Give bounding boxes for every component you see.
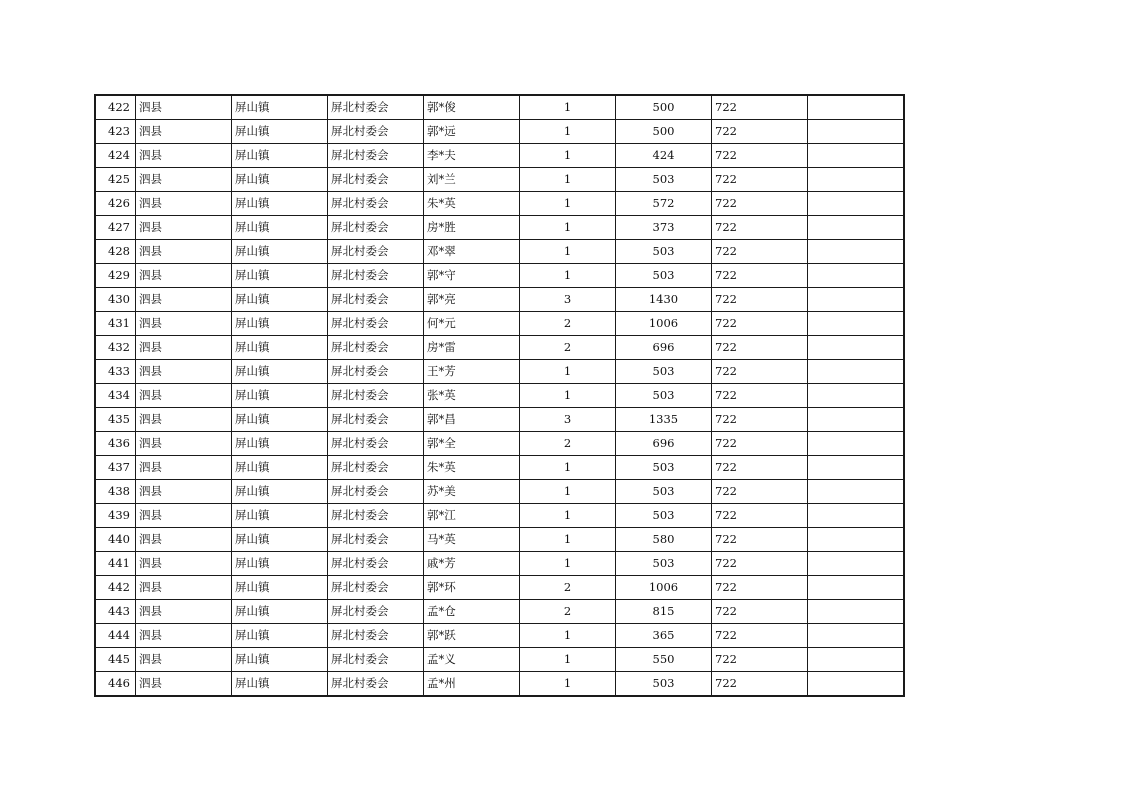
table-row [95, 432, 904, 456]
town-cell: 屏山镇 [232, 384, 328, 408]
table-row [95, 312, 904, 336]
name-cell: 郭*全 [424, 432, 520, 456]
table-row [95, 264, 904, 288]
row-number-cell: 439 [95, 504, 136, 528]
town-cell: 屏山镇 [232, 144, 328, 168]
table-row [95, 192, 904, 216]
county-cell: 泗县 [136, 384, 232, 408]
county-cell: 泗县 [136, 552, 232, 576]
village-cell: 屏北村委会 [328, 216, 424, 240]
code-cell: 722 [712, 576, 808, 600]
amount-cell: 500 [616, 95, 712, 120]
town-cell: 屏山镇 [232, 95, 328, 120]
county-cell: 泗县 [136, 95, 232, 120]
county-cell: 泗县 [136, 648, 232, 672]
amount-cell: 696 [616, 432, 712, 456]
amount-cell: 503 [616, 240, 712, 264]
row-number-cell: 438 [95, 480, 136, 504]
amount-cell: 503 [616, 504, 712, 528]
household-count-cell: 1 [520, 240, 616, 264]
household-count-cell: 1 [520, 456, 616, 480]
county-cell: 泗县 [136, 288, 232, 312]
household-count-cell: 1 [520, 360, 616, 384]
row-number-cell: 437 [95, 456, 136, 480]
town-cell: 屏山镇 [232, 264, 328, 288]
row-number-cell: 433 [95, 360, 136, 384]
row-number-cell: 430 [95, 288, 136, 312]
household-count-cell: 1 [520, 528, 616, 552]
village-cell: 屏北村委会 [328, 264, 424, 288]
town-cell: 屏山镇 [232, 432, 328, 456]
remark-cell [808, 336, 905, 360]
name-cell: 邓*翠 [424, 240, 520, 264]
name-cell: 郭*环 [424, 576, 520, 600]
remark-cell [808, 288, 905, 312]
village-cell: 屏北村委会 [328, 576, 424, 600]
town-cell: 屏山镇 [232, 648, 328, 672]
code-cell: 722 [712, 192, 808, 216]
code-cell: 722 [712, 168, 808, 192]
remark-cell [808, 192, 905, 216]
county-cell: 泗县 [136, 144, 232, 168]
village-cell: 屏北村委会 [328, 624, 424, 648]
village-cell: 屏北村委会 [328, 144, 424, 168]
village-cell: 屏北村委会 [328, 480, 424, 504]
county-cell: 泗县 [136, 192, 232, 216]
remark-cell [808, 432, 905, 456]
name-cell: 孟*义 [424, 648, 520, 672]
table-row [95, 456, 904, 480]
table-row [95, 672, 904, 697]
village-cell: 屏北村委会 [328, 672, 424, 697]
code-cell: 722 [712, 95, 808, 120]
code-cell: 722 [712, 240, 808, 264]
household-count-cell: 2 [520, 576, 616, 600]
amount-cell: 365 [616, 624, 712, 648]
amount-cell: 1006 [616, 576, 712, 600]
remark-cell [808, 95, 905, 120]
village-cell: 屏北村委会 [328, 168, 424, 192]
row-number-cell: 443 [95, 600, 136, 624]
row-number-cell: 445 [95, 648, 136, 672]
household-count-cell: 2 [520, 336, 616, 360]
household-count-cell: 3 [520, 408, 616, 432]
town-cell: 屏山镇 [232, 120, 328, 144]
table-row [95, 360, 904, 384]
code-cell: 722 [712, 648, 808, 672]
table-row [95, 168, 904, 192]
village-cell: 屏北村委会 [328, 192, 424, 216]
row-number-cell: 422 [95, 95, 136, 120]
county-cell: 泗县 [136, 576, 232, 600]
table-row [95, 552, 904, 576]
name-cell: 郭*江 [424, 504, 520, 528]
remark-cell [808, 672, 905, 697]
remark-cell [808, 120, 905, 144]
village-cell: 屏北村委会 [328, 528, 424, 552]
row-number-cell: 446 [95, 672, 136, 697]
county-cell: 泗县 [136, 600, 232, 624]
code-cell: 722 [712, 600, 808, 624]
row-number-cell: 434 [95, 384, 136, 408]
town-cell: 屏山镇 [232, 336, 328, 360]
village-cell: 屏北村委会 [328, 95, 424, 120]
name-cell: 朱*英 [424, 192, 520, 216]
remark-cell [808, 312, 905, 336]
town-cell: 屏山镇 [232, 240, 328, 264]
county-cell: 泗县 [136, 264, 232, 288]
code-cell: 722 [712, 120, 808, 144]
amount-cell: 424 [616, 144, 712, 168]
village-cell: 屏北村委会 [328, 336, 424, 360]
name-cell: 王*芳 [424, 360, 520, 384]
name-cell: 郭*昌 [424, 408, 520, 432]
remark-cell [808, 216, 905, 240]
remark-cell [808, 360, 905, 384]
household-count-cell: 1 [520, 624, 616, 648]
amount-cell: 503 [616, 480, 712, 504]
name-cell: 李*夫 [424, 144, 520, 168]
table-row [95, 528, 904, 552]
town-cell: 屏山镇 [232, 576, 328, 600]
remark-cell [808, 240, 905, 264]
amount-cell: 503 [616, 264, 712, 288]
county-cell: 泗县 [136, 408, 232, 432]
household-count-cell: 2 [520, 600, 616, 624]
table-row [95, 624, 904, 648]
remark-cell [808, 624, 905, 648]
row-number-cell: 427 [95, 216, 136, 240]
name-cell: 刘*兰 [424, 168, 520, 192]
county-cell: 泗县 [136, 336, 232, 360]
table-row [95, 408, 904, 432]
row-number-cell: 432 [95, 336, 136, 360]
village-cell: 屏北村委会 [328, 384, 424, 408]
village-cell: 屏北村委会 [328, 600, 424, 624]
name-cell: 郭*远 [424, 120, 520, 144]
amount-cell: 503 [616, 456, 712, 480]
table-row [95, 120, 904, 144]
name-cell: 何*元 [424, 312, 520, 336]
table-row [95, 144, 904, 168]
village-cell: 屏北村委会 [328, 288, 424, 312]
amount-cell: 503 [616, 168, 712, 192]
name-cell: 戚*芳 [424, 552, 520, 576]
remark-cell [808, 552, 905, 576]
name-cell: 郭*守 [424, 264, 520, 288]
table-row [95, 600, 904, 624]
code-cell: 722 [712, 408, 808, 432]
row-number-cell: 444 [95, 624, 136, 648]
row-number-cell: 436 [95, 432, 136, 456]
code-cell: 722 [712, 144, 808, 168]
village-cell: 屏北村委会 [328, 552, 424, 576]
row-number-cell: 440 [95, 528, 136, 552]
county-cell: 泗县 [136, 432, 232, 456]
name-cell: 房*胜 [424, 216, 520, 240]
data-table [94, 94, 905, 697]
code-cell: 722 [712, 504, 808, 528]
town-cell: 屏山镇 [232, 408, 328, 432]
town-cell: 屏山镇 [232, 288, 328, 312]
remark-cell [808, 264, 905, 288]
village-cell: 屏北村委会 [328, 456, 424, 480]
table-row [95, 336, 904, 360]
name-cell: 苏*美 [424, 480, 520, 504]
code-cell: 722 [712, 384, 808, 408]
county-cell: 泗县 [136, 312, 232, 336]
town-cell: 屏山镇 [232, 360, 328, 384]
table-row [95, 216, 904, 240]
town-cell: 屏山镇 [232, 624, 328, 648]
village-cell: 屏北村委会 [328, 240, 424, 264]
code-cell: 722 [712, 624, 808, 648]
remark-cell [808, 168, 905, 192]
name-cell: 孟*州 [424, 672, 520, 697]
amount-cell: 503 [616, 552, 712, 576]
row-number-cell: 428 [95, 240, 136, 264]
remark-cell [808, 648, 905, 672]
county-cell: 泗县 [136, 480, 232, 504]
town-cell: 屏山镇 [232, 480, 328, 504]
code-cell: 722 [712, 456, 808, 480]
town-cell: 屏山镇 [232, 672, 328, 697]
code-cell: 722 [712, 216, 808, 240]
row-number-cell: 429 [95, 264, 136, 288]
row-number-cell: 441 [95, 552, 136, 576]
code-cell: 722 [712, 312, 808, 336]
row-number-cell: 442 [95, 576, 136, 600]
town-cell: 屏山镇 [232, 600, 328, 624]
amount-cell: 1006 [616, 312, 712, 336]
amount-cell: 1335 [616, 408, 712, 432]
row-number-cell: 423 [95, 120, 136, 144]
remark-cell [808, 408, 905, 432]
town-cell: 屏山镇 [232, 192, 328, 216]
household-count-cell: 1 [520, 480, 616, 504]
amount-cell: 696 [616, 336, 712, 360]
amount-cell: 1430 [616, 288, 712, 312]
amount-cell: 580 [616, 528, 712, 552]
remark-cell [808, 144, 905, 168]
amount-cell: 550 [616, 648, 712, 672]
town-cell: 屏山镇 [232, 216, 328, 240]
table-row [95, 648, 904, 672]
row-number-cell: 426 [95, 192, 136, 216]
household-count-cell: 2 [520, 432, 616, 456]
remark-cell [808, 600, 905, 624]
household-count-cell: 1 [520, 168, 616, 192]
amount-cell: 815 [616, 600, 712, 624]
code-cell: 722 [712, 552, 808, 576]
table-row [95, 576, 904, 600]
household-count-cell: 1 [520, 384, 616, 408]
county-cell: 泗县 [136, 504, 232, 528]
table-row [95, 480, 904, 504]
row-number-cell: 431 [95, 312, 136, 336]
remark-cell [808, 456, 905, 480]
town-cell: 屏山镇 [232, 168, 328, 192]
name-cell: 郭*俊 [424, 95, 520, 120]
county-cell: 泗县 [136, 528, 232, 552]
village-cell: 屏北村委会 [328, 432, 424, 456]
amount-cell: 500 [616, 120, 712, 144]
county-cell: 泗县 [136, 120, 232, 144]
table-body [95, 95, 904, 696]
amount-cell: 503 [616, 384, 712, 408]
name-cell: 孟*仓 [424, 600, 520, 624]
household-count-cell: 1 [520, 264, 616, 288]
amount-cell: 503 [616, 360, 712, 384]
town-cell: 屏山镇 [232, 528, 328, 552]
town-cell: 屏山镇 [232, 552, 328, 576]
code-cell: 722 [712, 264, 808, 288]
household-count-cell: 3 [520, 288, 616, 312]
code-cell: 722 [712, 528, 808, 552]
amount-cell: 503 [616, 672, 712, 697]
county-cell: 泗县 [136, 672, 232, 697]
county-cell: 泗县 [136, 216, 232, 240]
code-cell: 722 [712, 288, 808, 312]
code-cell: 722 [712, 432, 808, 456]
remark-cell [808, 504, 905, 528]
code-cell: 722 [712, 480, 808, 504]
amount-cell: 572 [616, 192, 712, 216]
table-row [95, 240, 904, 264]
table-row [95, 504, 904, 528]
village-cell: 屏北村委会 [328, 408, 424, 432]
remark-cell [808, 384, 905, 408]
household-count-cell: 1 [520, 144, 616, 168]
town-cell: 屏山镇 [232, 312, 328, 336]
name-cell: 房*雷 [424, 336, 520, 360]
village-cell: 屏北村委会 [328, 120, 424, 144]
remark-cell [808, 576, 905, 600]
household-count-cell: 1 [520, 552, 616, 576]
household-count-cell: 1 [520, 95, 616, 120]
county-cell: 泗县 [136, 624, 232, 648]
village-cell: 屏北村委会 [328, 504, 424, 528]
household-count-cell: 1 [520, 192, 616, 216]
name-cell: 张*英 [424, 384, 520, 408]
household-count-cell: 2 [520, 312, 616, 336]
county-cell: 泗县 [136, 168, 232, 192]
county-cell: 泗县 [136, 456, 232, 480]
remark-cell [808, 528, 905, 552]
code-cell: 722 [712, 672, 808, 697]
village-cell: 屏北村委会 [328, 648, 424, 672]
remark-cell [808, 480, 905, 504]
name-cell: 郭*亮 [424, 288, 520, 312]
table-row [95, 384, 904, 408]
household-count-cell: 1 [520, 648, 616, 672]
county-cell: 泗县 [136, 360, 232, 384]
village-cell: 屏北村委会 [328, 312, 424, 336]
household-count-cell: 1 [520, 120, 616, 144]
village-cell: 屏北村委会 [328, 360, 424, 384]
code-cell: 722 [712, 360, 808, 384]
row-number-cell: 424 [95, 144, 136, 168]
household-count-cell: 1 [520, 216, 616, 240]
household-count-cell: 1 [520, 504, 616, 528]
table-row [95, 95, 904, 120]
town-cell: 屏山镇 [232, 504, 328, 528]
row-number-cell: 425 [95, 168, 136, 192]
table-row [95, 288, 904, 312]
amount-cell: 373 [616, 216, 712, 240]
name-cell: 朱*英 [424, 456, 520, 480]
row-number-cell: 435 [95, 408, 136, 432]
town-cell: 屏山镇 [232, 456, 328, 480]
name-cell: 郭*跃 [424, 624, 520, 648]
household-count-cell: 1 [520, 672, 616, 697]
code-cell: 722 [712, 336, 808, 360]
county-cell: 泗县 [136, 240, 232, 264]
name-cell: 马*英 [424, 528, 520, 552]
